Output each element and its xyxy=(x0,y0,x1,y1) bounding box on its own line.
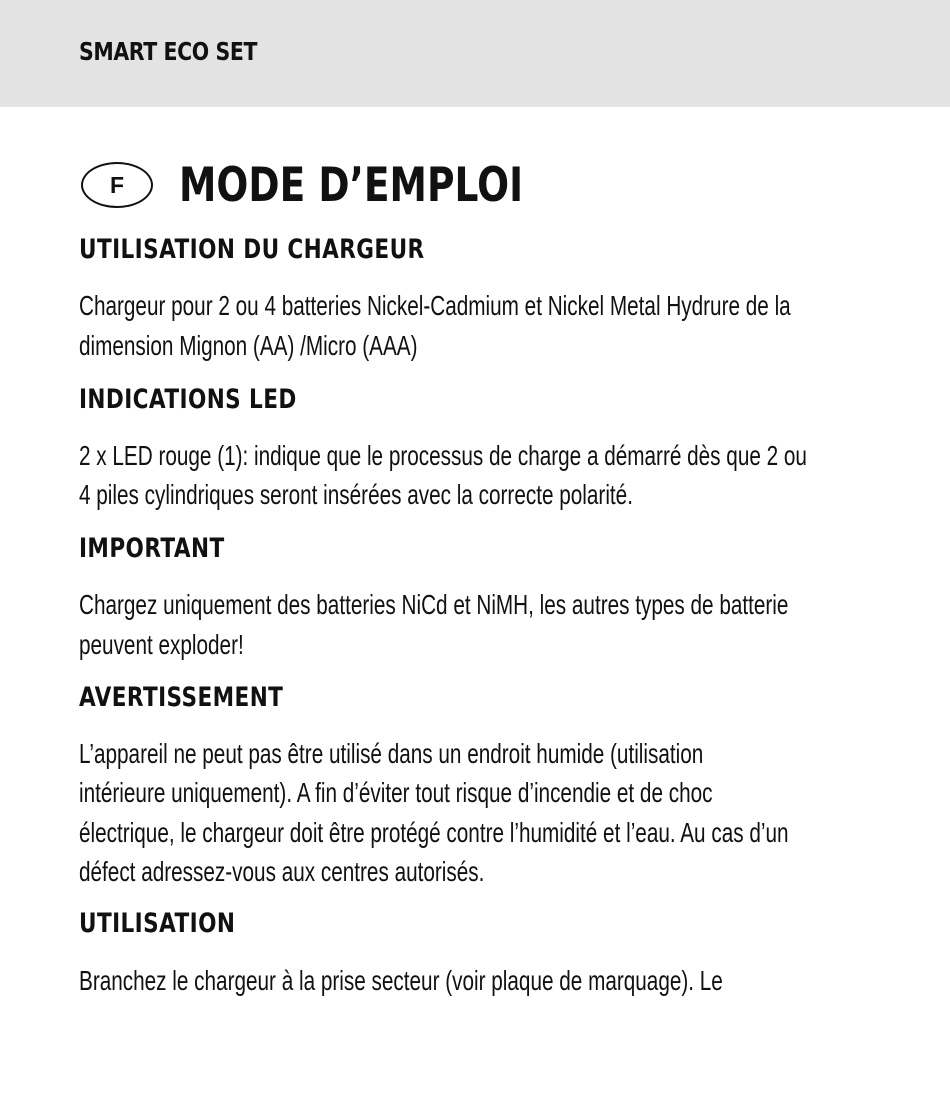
section-text-line: défect adressez-vous aux centres autorisés. xyxy=(79,856,485,887)
header-bar xyxy=(0,0,950,107)
section-text-line: Chargeur pour 2 ou 4 batteries Nickel-Cadmium et Nickel Metal Hydrure de la xyxy=(79,290,791,321)
section-heading-important: IMPORTANT xyxy=(79,533,225,564)
section-text-line: peuvent exploder! xyxy=(79,629,244,660)
header-title: SMART ECO SET xyxy=(79,37,258,66)
section-heading-avertissement: AVERTISSEMENT xyxy=(79,682,284,713)
section-text-line: 4 piles cylindriques seront insérées avec la correcte polarité. xyxy=(79,479,633,510)
section-text-line: 2 x LED rouge (1): indique que le processus de charge a démarré dès que 2 ou xyxy=(79,440,807,471)
section-text-line: Chargez uniquement des batteries NiCd et NiMH, les autres types de batterie xyxy=(79,589,789,620)
section-heading-utilisation: UTILISATION xyxy=(79,908,236,939)
section-text-line: Branchez le chargeur à la prise secteur (voir plaque de marquage). Le xyxy=(79,965,723,996)
section-heading-indications-led: INDICATIONS LED xyxy=(79,384,297,415)
section-text-line: électrique, le chargeur doit être protégé contre l’humidité et l’eau. Au cas d’un xyxy=(79,817,789,848)
page-title: MODE D’EMPLOI xyxy=(179,158,524,213)
language-badge: F xyxy=(81,162,153,208)
section-text-line: dimension Mignon (AA) /Micro (AAA) xyxy=(79,330,418,361)
section-heading-utilisation-du-chargeur: UTILISATION DU CHARGEUR xyxy=(79,234,425,265)
section-text-line: L’appareil ne peut pas être utilisé dans un endroit humide (utilisation xyxy=(79,738,704,769)
section-text-line: intérieure uniquement). A fin d’éviter tout risque d’incendie et de choc xyxy=(79,777,713,808)
